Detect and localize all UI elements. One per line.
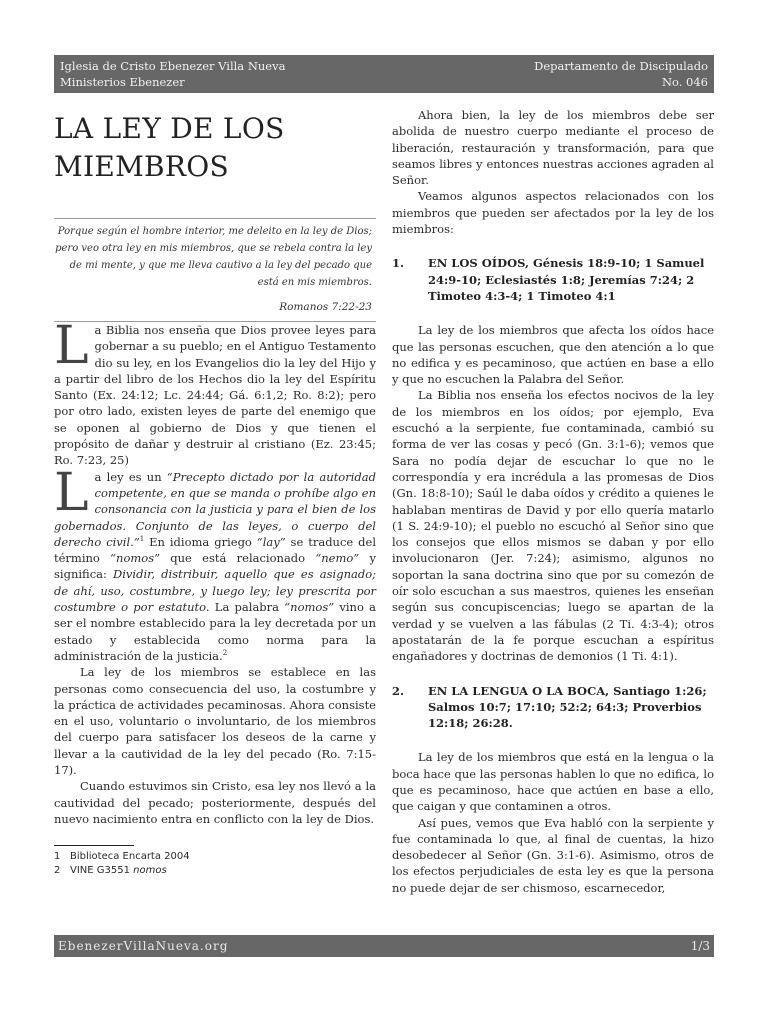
section-1-heading (392, 255, 714, 304)
footnote-1 (54, 850, 376, 864)
page-number: 1/3 (690, 939, 710, 953)
definition-text-a: a ley es un (94, 469, 167, 484)
term-nomos: “nomos” (110, 551, 160, 566)
definition-text-b: En idioma griego (144, 534, 257, 549)
definition-text-f: La palabra (209, 600, 285, 615)
ministry-name: Ministerios Ebenezer (60, 75, 185, 89)
title-line-2: MIEMBROS (54, 150, 230, 183)
definition-text-e: y significa: (54, 551, 377, 582)
members-law-paragraph: La ley de los miembros se establece en las personas como consecuencia del uso, la costumbre y la práctica de actividades pecaminosas. Ahora consiste en el uso, voluntario o involuntario, de los miembros del cuerpo para satisfacer los deseos de la carne y llevar a la cautividad de la ley del pecado (Ro. 7:15-17). (54, 665, 376, 778)
epigraph-quote: Porque según el hombre interior, me deleito en la ley de Dios; pero veo otra ley en mis miembros, que se rebela contra la ley de mi mente, y que me lleva cautivo a la ley del pecado que está en mis miembros. (55, 226, 372, 288)
drop-cap-1: L (54, 316, 89, 376)
definition-text-g: vino a ser el nombre establecido para la ley decretada por un estado y establecida como norma para la administración de la justicia. (54, 600, 376, 663)
header-bar (54, 55, 714, 93)
website-link[interactable]: EbenezerVillaNueva.org (58, 939, 229, 953)
section-2-number: 2. (392, 683, 405, 698)
aspects-intro-paragraph: Veamos algunos aspectos relacionados con los miembros que pueden ser afectados por la ley de los miembros: (392, 189, 714, 237)
footnote-2 (54, 864, 376, 878)
section-2-heading (392, 683, 714, 732)
epigraph-reference: Romanos 7:22-23 (279, 301, 372, 313)
term-nomos-2: “nomos” (284, 600, 335, 615)
abolish-paragraph: Ahora bien, la ley de los miembros debe ser abolida de nuestro cuerpo mediante el proceso de liberación, restauración y transformación, para que seamos libres y entonces nuestras acciones agraden al Señor. (392, 108, 714, 188)
department-name: Departamento de Discipulado (534, 59, 708, 73)
footnote-1-number: 1 (54, 851, 61, 863)
section-2-paragraph-2: Así pues, vemos que Eva habló con la serpiente y fue contaminada lo que, al final de cuentas, la hizo desobedecer al Señor (Gn. 3:1-6). Asimismo, otros de los efectos perjudiciales de esta ley es que la persona no puede dejar de ser chismoso, escarnecedor, (392, 815, 714, 895)
right-column (392, 107, 714, 896)
footnotes (54, 850, 376, 878)
page-title (54, 110, 376, 186)
definition-paragraph (54, 462, 377, 665)
definition-text-d: que está relacionado (159, 551, 316, 566)
church-name: Iglesia de Cristo Ebenezer Villa Nueva (60, 59, 286, 73)
section-2-title: EN LA LENGUA O LA BOCA, Santiago 1:26; Salmos 10:7; 17:10; 52:2; 64:3; Proverbios 12:18; 26:28. (428, 683, 707, 731)
term-lay: “lay” (256, 534, 286, 549)
title-line-1: LA LEY DE LOS (54, 112, 285, 145)
footnote-2-number: 2 (54, 865, 61, 877)
intro-text: a Biblia nos enseña que Dios provee leyes para gobernar a su pueblo; en el Antiguo Testamento dio su ley, en los Evangelios dio la ley del Hijo y a partir del libro de los Hechos dio la ley del Espíritu Santo (Ex. 24:12; Lc. 24:44; Gá. 6:1,2; Ro. 8:2); pero por otro lado, existen leyes de parte del enemigo que se oponen al gobierno de Dios y que tienen el propósito de dañar y destruir al cristiano (Ez. 23:45; Ro. 7:23, 25) (54, 323, 376, 468)
section-1-paragraph-2: La Biblia nos enseña los efectos nocivos de la ley de los miembros en los oídos; por ejemplo, Eva escuchó a la serpiente, fue contaminada, cambió su forma de ver las cosas y pecó (Gn. 3:1-6); vemos que Sara no podía dejar de escuchar lo que no le correspondía y era incrédula a las promesas de Dios (Gn. 18:8-10); Saúl le daba oídos y crédito a quienes le hablaban mentiras de David y por ello quería matarlo (1 S. 24:9-10); el pueblo no escuchó al Señor sino que los consejos que ellos mismos se daban y por ello involucionaron (Jer. 7:24); asimismo, algunos no soportan la sana doctrina sino que por su comezón de oír solo escuchan a sus maestros, quienes les enseñan según sus concupiscencias; luego se apartan de la verdad y se vuelven a las fábulas (2 Ti. 4:3-4); otros apostatarán de la fe porque escuchan a espíritus engañadores y doctrinas de demonios (1 Ti. 4:1). (392, 388, 714, 664)
footnote-1-text: Biblioteca Encarta 2004 (70, 851, 190, 863)
document-number: No. 046 (661, 75, 708, 89)
definition-text-c: se traduce del término (54, 534, 377, 566)
epigraph-top-rule (54, 218, 376, 219)
section-1-title: EN LOS OÍDOS, Génesis 18:9-10; 1 Samuel 24:9-10; Eclesiastés 1:8; Jeremías 7:24; 2 Timoteo 4:3-4; 1 Timoteo 4:1 (428, 256, 705, 303)
term-meaning: Dividir, distribuir, aquello que es asignado; de ahí, uso, costumbre, y luego ley; ley prescrita por costumbre o por estatuto. (54, 567, 376, 615)
without-christ-paragraph: Cuando estuvimos sin Cristo, esa ley nos llevó a la cautividad del pecado; posteriormente, después del nuevo nacimiento entra en conflicto con la ley de Dios. (54, 779, 376, 826)
footnote-rule (54, 845, 134, 846)
footnote-2-term: nomos (133, 865, 167, 877)
intro-paragraph (54, 316, 376, 469)
footnote-2-text: VINE G3551 (70, 865, 134, 877)
footer-bar (54, 935, 714, 957)
header-right (534, 58, 708, 90)
definition-quote: “Precepto dictado por la autoridad competente, en que se manda o prohíbe algo en consonancia con la justicia y para el bien de los gobernados. Conjunto de las leyes, o cuerpo del derecho civil.” (54, 469, 376, 549)
section-1-paragraph-1: La ley de los miembros que afecta los oídos hace que las personas escuchen, que den atención a lo que no edifica y es pecaminoso, que actúen en base a ello y que no escuchen la Palabra del Señor. (392, 323, 714, 387)
drop-cap-2: L (54, 462, 89, 523)
section-1-number: 1. (392, 256, 405, 271)
section-2-paragraph-1: La ley de los miembros que está en la lengua o la boca hace que las personas hablen lo que no edifica, lo que es pecaminoso, hace que actúen en base a ello, que caigan y que contaminen a otros. (392, 750, 714, 814)
term-nemo: “nemo” (315, 551, 360, 566)
footnote-ref-1: 1 (139, 535, 145, 544)
left-column (54, 110, 376, 878)
header-left (60, 58, 285, 90)
footnote-ref-2: 2 (222, 649, 228, 658)
